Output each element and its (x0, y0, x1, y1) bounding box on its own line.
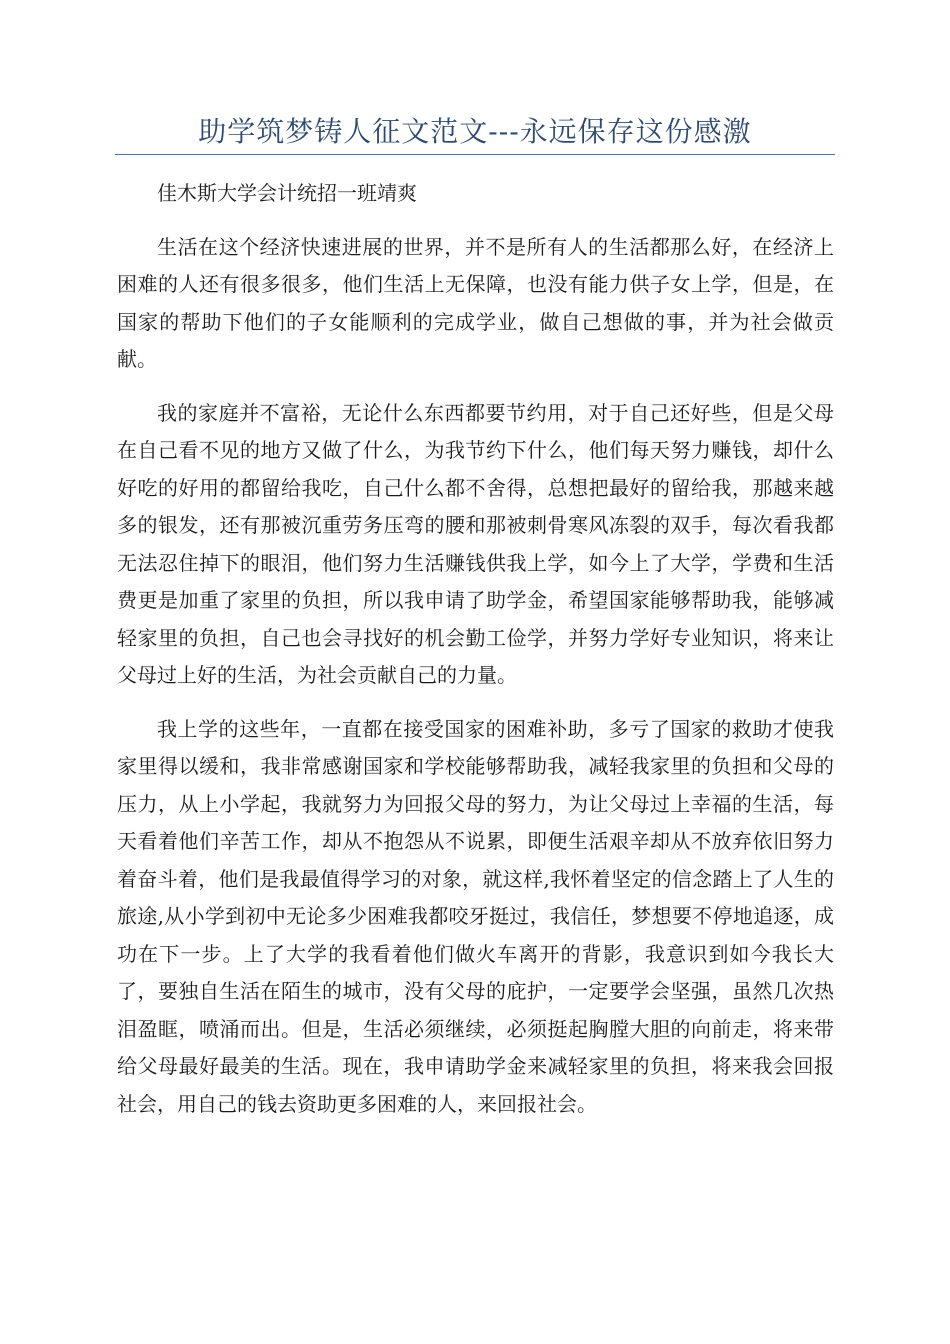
document-body (117, 175, 834, 1139)
title-underline (115, 154, 835, 155)
paragraph: 我上学的这些年，一直都在接受国家的困难补助，多亏了国家的救助才使我家里得以缓和，我非常感谢国家和学校能够帮助我，减轻我家里的负担和父母的压力，从上小学起，我就努力为回报父母的努力，为让父母过上幸福的生活，每天看着他们辛苦工作，却从不抱怨从不说累，即便生活艰辛却从不放弃依旧努力着奋斗着，他们是我最值得学习的对象，就这样,我怀着坚定的信念踏上了人生的旅途,从小学到初中无论多少困难我都咬牙挺过，我信任，梦想要不停地追逐，成功在下一步。上了大学的我看着他们做火车离开的背影，我意识到如今我长大了，要独自生活在陌生的城市，没有父母的庇护，一定要学会坚强，虽然几次热泪盈眶，喷涌而出。但是，生活必须继续，必须挺起胸膛大胆的向前走，将来带给父母最好最美的生活。现在，我申请助学金来减轻家里的负担，将来我会回报社会，用自己的钱去资助更多困难的人，来回报社会。 (117, 716, 834, 1116)
document-title: 助学筑梦铸人征文范文---永远保存这份感激 (198, 115, 752, 148)
paragraph: 生活在这个经济快速进展的世界，并不是所有人的生活都那么好，在经济上困难的人还有很多很多，他们生活上无保障，也没有能力供子女上学，但是，在国家的帮助下他们的子女能顺利的完成学业，做自己想做的事，并为社会做贡献。 (117, 234, 834, 371)
author-line: 佳木斯大学会计统招一班靖爽 (157, 181, 417, 205)
paragraph: 我的家庭并不富裕，无论什么东西都要节约用，对于自己还好些，但是父母在自己看不见的地方又做了什么，为我节约下什么，他们每天努力赚钱，却什么好吃的好用的都留给我吃，自己什么都不舍得，总想把最好的留给我，那越来越多的银发，还有那被沉重劳务压弯的腰和那被刺骨寒风冻裂的双手，每次看我都无法忍住掉下的眼泪，他们努力生活赚钱供我上学，如今上了大学，学费和生活费更是加重了家里的负担，所以我申请了助学金，希望国家能够帮助我，能够减轻家里的负担，自己也会寻找好的机会勤工俭学，并努力学好专业知识，将来让父母过上好的生活，为社会贡献自己的力量。 (117, 400, 834, 687)
